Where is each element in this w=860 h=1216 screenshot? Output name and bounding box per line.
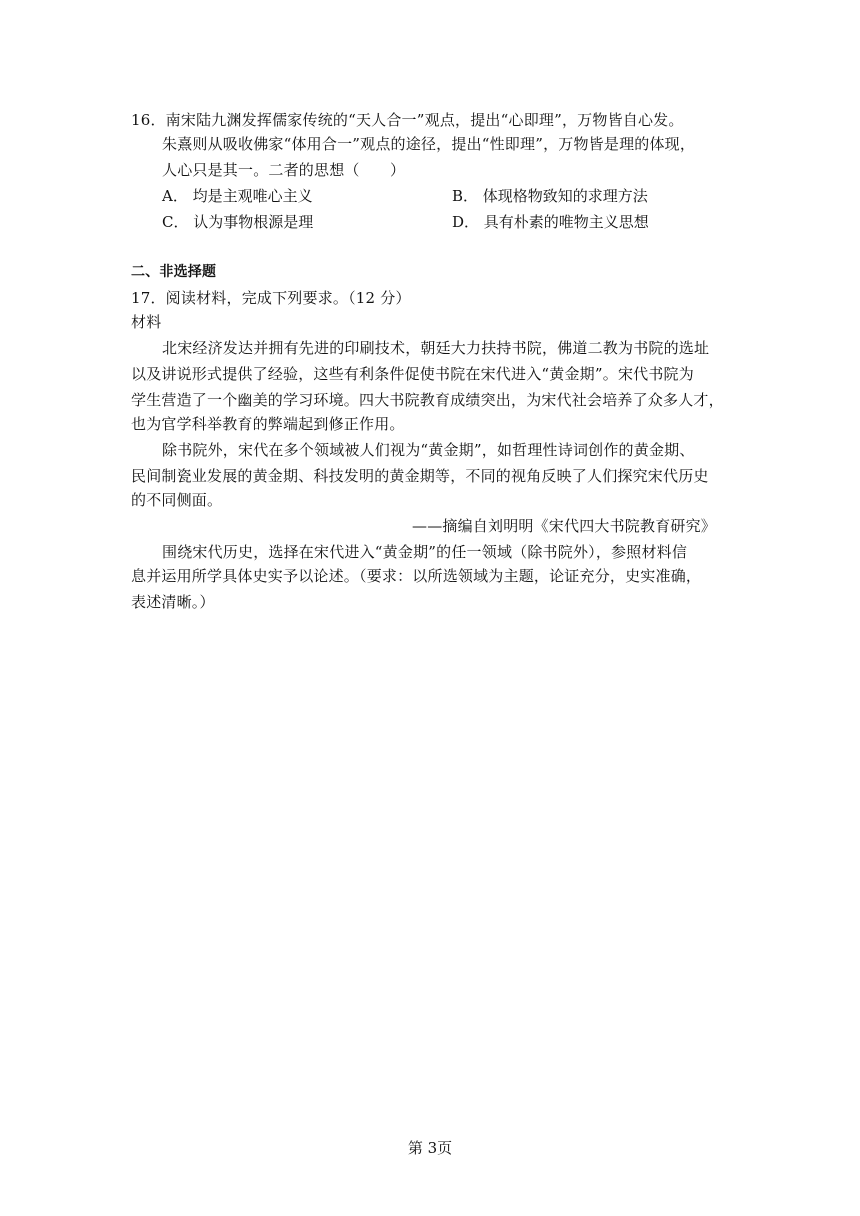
q17-requirement-line-1: 围绕宋代历史，选择在宋代进入“黄金期”的任一领域（除书院外），参照材料信 — [162, 543, 688, 561]
q17-material-p2-line-3: 的不同侧面。 — [131, 491, 223, 509]
q17-material-p1-line-4: 也为官学科举教育的弊端起到修正作用。 — [131, 415, 405, 433]
page-number: 第 3页 — [407, 1139, 453, 1157]
section-title-non-choice: 二、非选择题 — [131, 264, 217, 280]
q17-material-p2-line-2: 民间制瓷业发展的黄金期、科技发明的黄金期等，不同的视角反映了人们探究宋代历史 — [131, 467, 709, 485]
q17-material-p1-line-1: 北宋经济发达并拥有先进的印刷技术，朝廷大力扶持书院，佛道二教为书院的选址 — [162, 339, 710, 357]
q17-material-p2-line-1: 除书院外，宋代在多个领域被人们视为“黄金期”，如哲理性诗词创作的黄金期、 — [162, 441, 695, 459]
q17-requirement-line-2: 息并运用所学具体史实予以论述。（要求：以所选领域为主题，论证充分，史实准确， — [131, 567, 702, 585]
q16-line-1: 16．南宋陆九渊发挥儒家传统的“天人合一”观点，提出“心即理”，万物皆自心发。 — [131, 111, 684, 129]
q17-material-p1-line-2: 以及讲说形式提供了经验，这些有利条件促使书院在宋代进入“黄金期”。宋代书院为 — [131, 365, 694, 383]
q16-option-d: D． 具有朴素的唯物主义思想 — [452, 213, 649, 231]
q16-option-c: C． 认为事物根源是理 — [162, 213, 314, 231]
q17-material-p1-line-3: 学生营造了一个幽美的学习环境。四大书院教育成绩突出，为宋代社会培养了众多人才， — [131, 391, 724, 409]
q17-stem: 17．阅读材料，完成下列要求。（12 分） — [131, 289, 411, 307]
q17-material-label: 材料 — [131, 313, 162, 331]
q16-line-2: 朱熹则从吸收佛家“体用合一”观点的途径，提出“性即理”，万物皆是理的体现， — [162, 135, 696, 153]
q16-line-3: 人心只是其一。二者的思想（ ） — [162, 161, 406, 179]
q16-option-b: B． 体现格物致知的求理方法 — [452, 187, 648, 205]
q17-source-citation: ——摘编自刘明明《宋代四大书院教育研究》 — [412, 517, 717, 535]
q16-option-a: A． 均是主观唯心主义 — [162, 187, 313, 205]
q17-requirement-line-3: 表述清晰。） — [131, 593, 215, 611]
